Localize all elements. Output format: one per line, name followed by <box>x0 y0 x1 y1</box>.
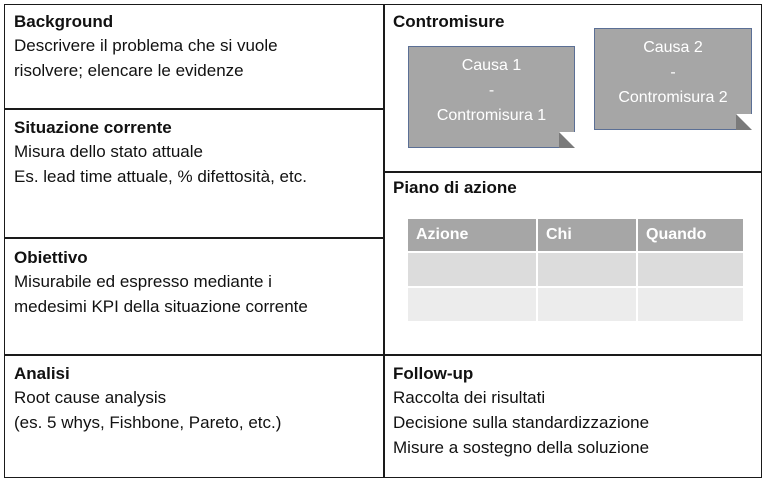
obiettivo-line: medesimi KPI della situazione corrente <box>14 297 308 316</box>
table-cell[interactable] <box>637 252 743 287</box>
piano-title: Piano di azione <box>393 178 517 197</box>
followup-line: Misure a sostegno della soluzione <box>393 438 650 457</box>
table-row <box>408 287 743 321</box>
table-header-row <box>408 219 743 252</box>
situazione-section <box>14 117 379 189</box>
situazione-line: Es. lead time attuale, % difettosità, etc. <box>14 167 307 186</box>
table-cell[interactable] <box>537 287 637 321</box>
background-line: Descrivere il problema che si vuole <box>14 36 278 55</box>
table-cell[interactable] <box>408 287 537 321</box>
analisi-line: Root cause analysis <box>14 388 167 407</box>
sticky-note-causa-1 <box>408 46 575 148</box>
column-header-quando: Quando <box>637 219 743 252</box>
piano-section <box>393 177 753 199</box>
analisi-title: Analisi <box>14 364 70 383</box>
note-line: - <box>670 64 676 81</box>
table-cell[interactable] <box>537 252 637 287</box>
divider <box>383 171 762 173</box>
note-line: - <box>488 82 495 99</box>
note-line: Causa 2 <box>643 39 703 56</box>
situazione-line: Misura dello stato attuale <box>14 142 203 161</box>
background-title: Background <box>14 12 114 31</box>
followup-section <box>393 363 753 460</box>
background-section <box>14 11 379 83</box>
divider <box>4 108 384 110</box>
divider <box>4 237 384 239</box>
contromisure-title: Contromisure <box>393 12 505 31</box>
note-line: Causa 1 <box>461 57 522 74</box>
note-line: Contromisura 2 <box>618 89 728 106</box>
column-header-chi: Chi <box>537 219 637 252</box>
background-line: risolvere; elencare le evidenze <box>14 61 244 80</box>
table-cell[interactable] <box>637 287 743 321</box>
analisi-line: (es. 5 whys, Fishbone, Pareto, etc.) <box>14 413 282 432</box>
center-divider <box>383 4 385 478</box>
note-line: Contromisura 1 <box>436 107 547 124</box>
followup-line: Raccolta dei risultati <box>393 388 546 407</box>
sticky-note-causa-2 <box>594 28 752 130</box>
page-fold-icon <box>559 132 575 148</box>
action-plan-table <box>408 219 743 321</box>
table-row <box>408 252 743 287</box>
table-cell[interactable] <box>408 252 537 287</box>
column-header-azione: Azione <box>408 219 537 252</box>
obiettivo-line: Misurabile ed espresso mediante i <box>14 272 272 291</box>
divider <box>4 354 762 356</box>
followup-title: Follow-up <box>393 364 474 383</box>
analisi-section <box>14 363 379 435</box>
situazione-title: Situazione corrente <box>14 118 172 137</box>
obiettivo-section <box>14 247 379 319</box>
page-fold-icon <box>736 114 752 130</box>
followup-line: Decisione sulla standardizzazione <box>393 413 650 432</box>
obiettivo-title: Obiettivo <box>14 248 88 267</box>
